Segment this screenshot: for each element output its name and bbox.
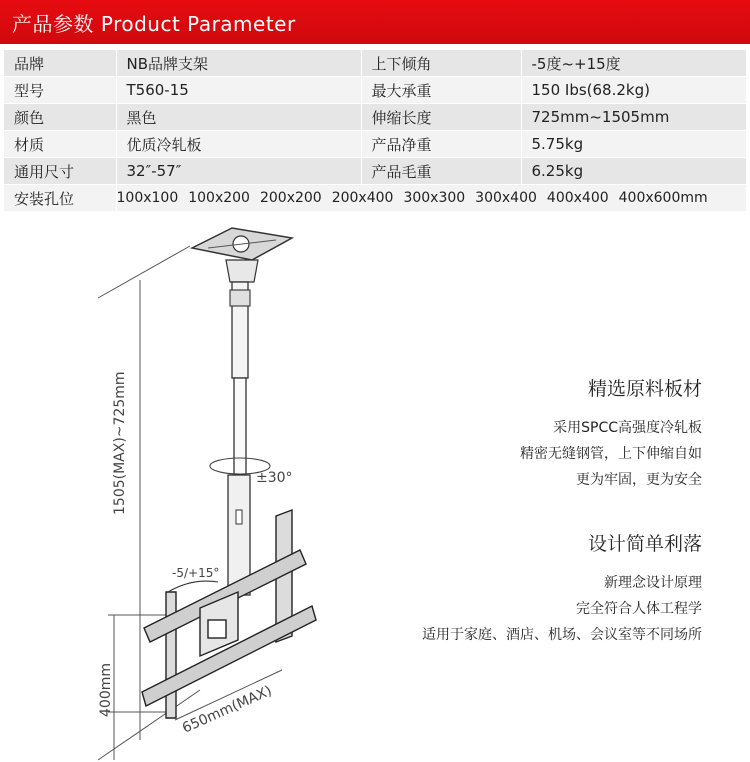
spec-value: 32″-57″ — [116, 158, 361, 185]
feature-line: 完全符合人体工程学 — [576, 601, 702, 617]
spec-label: 颜色 — [4, 104, 116, 131]
page-title: 产品参数 Product Parameter — [12, 12, 296, 36]
spec-row — [4, 158, 746, 185]
rotation-label: ±30° — [256, 470, 293, 486]
feature-text — [372, 374, 702, 684]
feature-line: 适用于家庭、酒店、机场、会议室等不同场所 — [422, 627, 702, 643]
spec-label: 伸缩长度 — [361, 104, 521, 131]
spec-label: 产品净重 — [361, 131, 521, 158]
dimension-extension-line — [98, 246, 190, 298]
spec-label: 上下倾角 — [361, 50, 521, 77]
feature-block — [372, 374, 702, 493]
spec-value: 150 Ibs(68.2kg) — [521, 77, 746, 104]
feature-line: 精密无缝钢管，上下伸缩自如 — [520, 446, 702, 462]
feature-line: 采用SPCC高强度冷轧板 — [553, 420, 702, 436]
spec-label: 型号 — [4, 77, 116, 104]
spec-value: 优质冷轧板 — [116, 131, 361, 158]
tilt-arrow — [168, 581, 218, 592]
spec-value: 725mm~1505mm — [521, 104, 746, 131]
spec-label: 材质 — [4, 131, 116, 158]
spec-row — [4, 77, 746, 104]
hole-value: 200x400 — [331, 190, 394, 206]
spec-table — [4, 50, 746, 212]
hole-value: 100x100 — [116, 190, 179, 206]
spec-value: 6.25kg — [521, 158, 746, 185]
spec-row — [4, 104, 746, 131]
height-dimension-label: 1505(MAX)~725mm — [112, 371, 128, 515]
hole-value: 300x400 — [475, 190, 537, 206]
spec-label: 最大承重 — [361, 77, 521, 104]
panel-height-label: 400mm — [98, 663, 114, 717]
spec-row — [4, 50, 746, 77]
spec-label: 产品毛重 — [361, 158, 521, 185]
spec-row-holes — [4, 185, 746, 212]
feature-title: 设计简单利落 — [587, 533, 702, 555]
hole-value: 200x200 — [259, 190, 322, 206]
feature-block — [372, 529, 702, 648]
spec-row — [4, 131, 746, 158]
hole-value: 400x400 — [546, 190, 609, 206]
feature-line: 更为牢固，更为安全 — [576, 472, 702, 488]
hole-value: 300x300 — [403, 190, 466, 206]
telescopic-pole — [210, 282, 270, 595]
hole-values — [116, 185, 746, 212]
tilt-label: -5/+15° — [172, 566, 220, 580]
spec-label: 安装孔位 — [4, 185, 116, 212]
spec-value: 5.75kg — [521, 131, 746, 158]
spec-value: T560-15 — [116, 77, 361, 104]
spec-label: 通用尺寸 — [4, 158, 116, 185]
hole-value: 100x200 — [188, 190, 250, 206]
feature-title: 精选原料板材 — [587, 378, 702, 400]
ceiling-plate — [192, 228, 292, 282]
spec-value: 黑色 — [116, 104, 361, 131]
spec-label: 品牌 — [4, 50, 116, 77]
hole-value: 400x600mm — [618, 190, 708, 206]
feature-line: 新理念设计原理 — [604, 575, 702, 591]
panel-width-label: 650mm(MAX) — [180, 682, 275, 737]
spec-value: NB品牌支架 — [116, 50, 361, 77]
header-bar — [0, 0, 750, 44]
spec-value: -5度~+15度 — [521, 50, 746, 77]
